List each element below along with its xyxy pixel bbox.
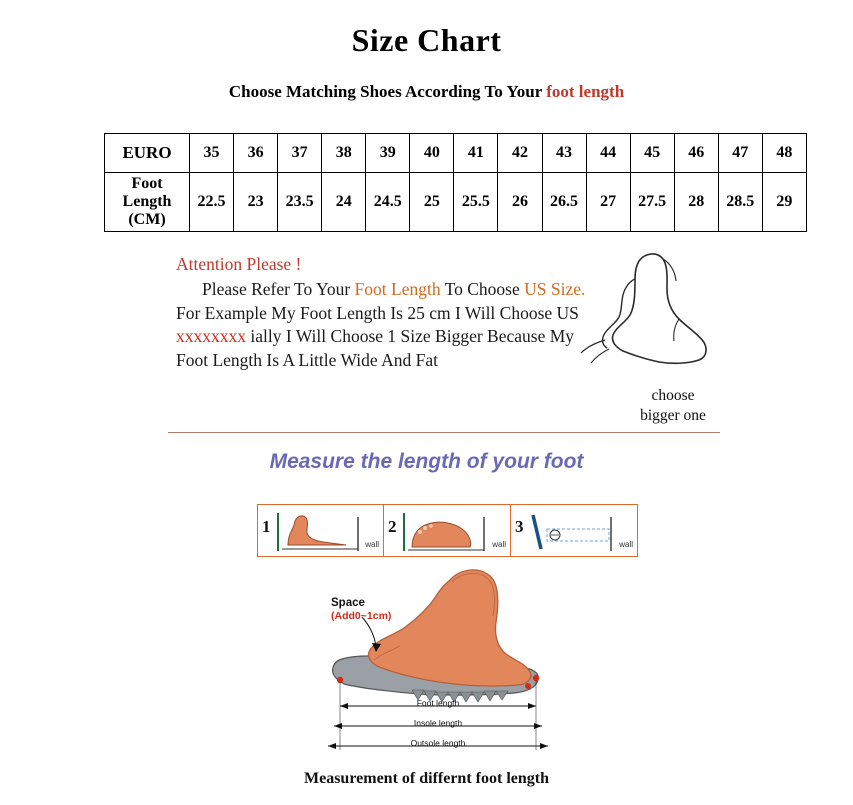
step-2-number: 2 xyxy=(388,517,397,536)
footer-caption: Measurement of differnt foot length xyxy=(304,770,549,787)
foot-length-header-line3: (CM) xyxy=(128,210,166,228)
foot-length-cell: 28 xyxy=(674,173,718,232)
step-3-wall-label: wall xyxy=(619,540,633,549)
euro-cell: 38 xyxy=(322,134,366,173)
step-1-wall-label: wall xyxy=(365,540,379,549)
step-1-illustration xyxy=(258,505,385,558)
foot-length-cell: 23 xyxy=(234,173,278,232)
step-2-wall-label: wall xyxy=(492,540,506,549)
space-label-prefix: (Add xyxy=(331,610,355,623)
euro-cell: 39 xyxy=(366,134,410,173)
foot-length-cell: 24 xyxy=(322,173,366,232)
size-table-wrapper xyxy=(104,133,807,232)
choose-bigger-note xyxy=(598,386,748,427)
space-label-line2 xyxy=(331,610,391,622)
attention-line5: And Fat xyxy=(381,349,438,370)
choose-bigger-line2: bigger one xyxy=(640,407,706,425)
foot-length-cell: 27 xyxy=(586,173,630,232)
attention-block xyxy=(176,253,606,372)
euro-cell: 41 xyxy=(454,134,498,173)
euro-cell: 35 xyxy=(190,134,234,173)
step-1 xyxy=(257,504,384,557)
euro-cell: 47 xyxy=(718,134,762,173)
attention-us-size-highlight: US Size. xyxy=(524,279,586,300)
attention-line3-c: ially I Will Choose 1 Size xyxy=(246,326,431,347)
page-title: Size Chart xyxy=(351,22,502,58)
euro-cell: 48 xyxy=(762,134,806,173)
attention-placeholder-size: xxxxxxxx xyxy=(176,326,246,347)
dimension-outsole-length: Outsole length xyxy=(410,738,466,748)
foot-length-cell: 26.5 xyxy=(542,173,586,232)
measure-steps xyxy=(257,504,638,557)
attention-line1-c: To Choose xyxy=(440,279,520,300)
foot-length-header-line2: Length xyxy=(122,193,172,211)
euro-cell: 45 xyxy=(630,134,674,173)
choose-bigger-line1: choose xyxy=(651,387,695,404)
foot-measurement-diagram xyxy=(300,560,600,765)
step-1-number: 1 xyxy=(262,517,271,536)
euro-cell: 44 xyxy=(586,134,630,173)
step-3-number: 3 xyxy=(515,517,524,536)
foot-length-cell: 22.5 xyxy=(190,173,234,232)
foot-length-cell: 28.5 xyxy=(718,173,762,232)
step-2-illustration xyxy=(384,505,511,558)
foot-length-cell: 25 xyxy=(410,173,454,232)
foot-length-header-line1: Foot xyxy=(131,175,163,193)
dimension-insole-length: Insole length xyxy=(413,718,463,728)
euro-cell: 36 xyxy=(234,134,278,173)
foot-length-cell: 25.5 xyxy=(454,173,498,232)
attention-body xyxy=(176,278,606,372)
attention-line1-a: Please Refer To Your xyxy=(202,279,355,300)
attention-line3-a: Will Choose US xyxy=(464,302,579,323)
attention-heading: Attention Please ! xyxy=(176,254,302,274)
attention-line4: Bigger Because My Foot Length Is A Little Wide xyxy=(176,326,575,370)
foot-length-cell: 24.5 xyxy=(366,173,410,232)
subtitle-text: Choose Matching Shoes According To Your xyxy=(228,82,547,101)
space-label-suffix: ) xyxy=(387,610,392,623)
attention-line2-b: For Example My Foot Length Is 25 cm I xyxy=(176,302,461,323)
step-3 xyxy=(511,504,638,557)
size-table xyxy=(104,133,807,232)
step-2 xyxy=(384,504,511,557)
foot-outline-illustration xyxy=(575,245,735,385)
euro-cell: 46 xyxy=(674,134,718,173)
euro-cell: 42 xyxy=(498,134,542,173)
subtitle-accent: foot length xyxy=(546,82,625,101)
section-divider xyxy=(168,432,720,433)
step-3-illustration xyxy=(511,505,638,558)
measure-section-title: Measure the length of your foot xyxy=(269,450,584,473)
space-label-line1: Space xyxy=(331,597,365,609)
dimension-foot-length: Foot length xyxy=(416,698,460,708)
table-row-foot-length xyxy=(105,173,807,232)
space-label xyxy=(331,597,391,622)
foot-length-row-header xyxy=(105,173,190,232)
euro-cell: 43 xyxy=(542,134,586,173)
foot-length-cell: 27.5 xyxy=(630,173,674,232)
attention-foot-length-highlight: Foot Length xyxy=(354,279,441,300)
foot-length-cell: 26 xyxy=(498,173,542,232)
space-label-range: 0~1cm xyxy=(354,610,388,623)
euro-cell: 40 xyxy=(410,134,454,173)
table-row-euro xyxy=(105,134,807,173)
foot-length-cell: 23.5 xyxy=(278,173,322,232)
euro-row-header: EURO xyxy=(105,134,190,173)
page-subtitle xyxy=(0,82,853,102)
euro-cell: 37 xyxy=(278,134,322,173)
foot-length-cell: 29 xyxy=(762,173,806,232)
